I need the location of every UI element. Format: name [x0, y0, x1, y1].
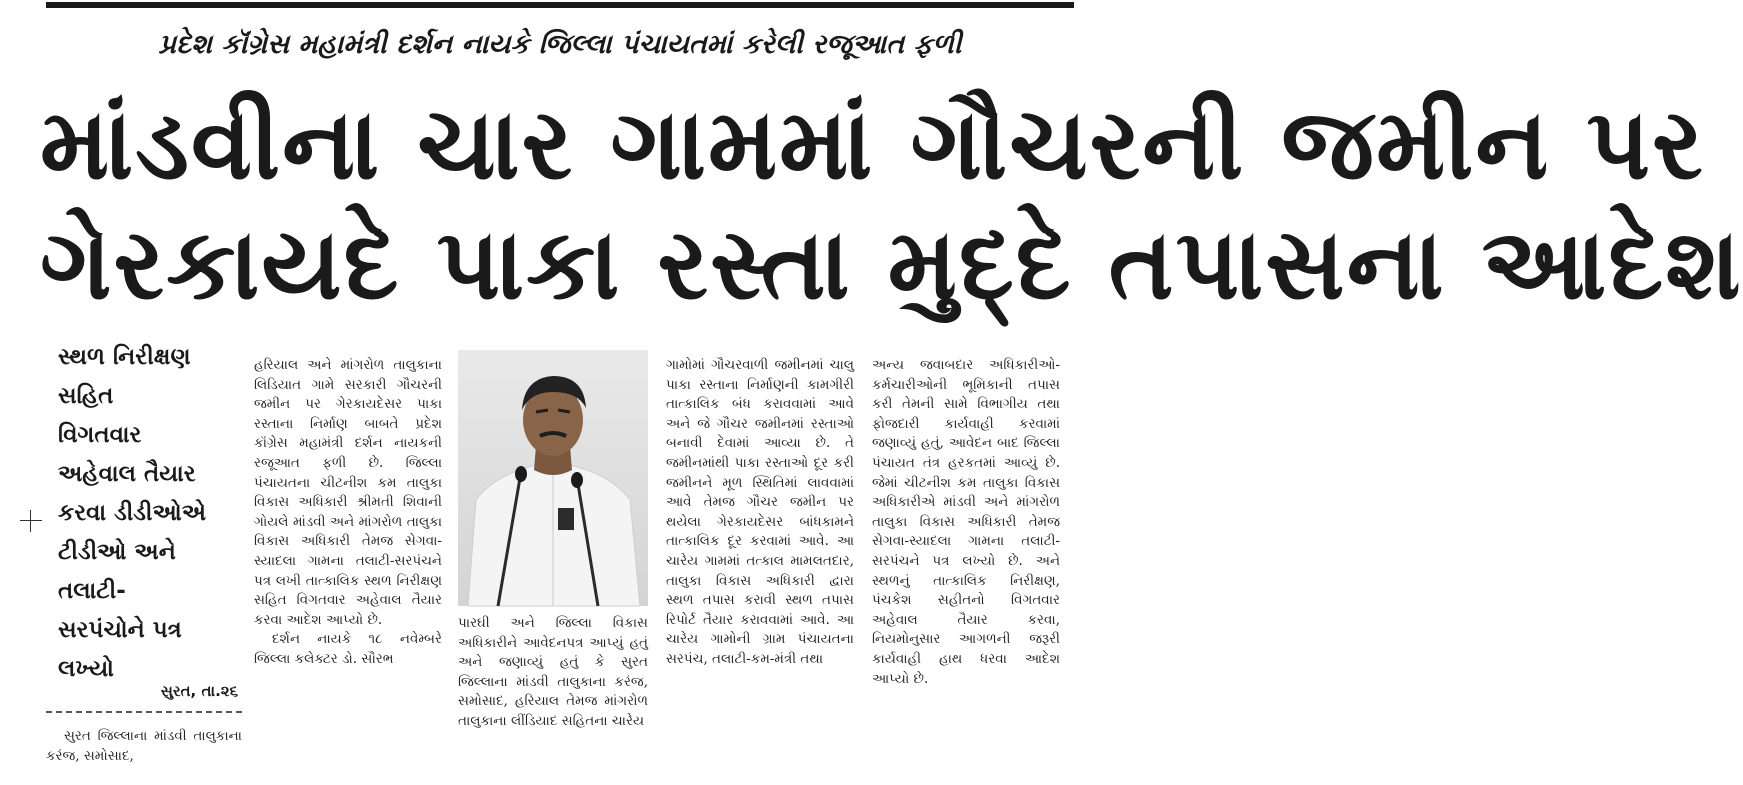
article-paragraph: ગામોમાં ગૌચરવાળી જમીનમાં ચાલુ પાકા રસ્તાના નિર્માણની કામગીરી તાત્કાલિક બંધ કરાવવામાં આવે અને જે ગૌચર જમીનમાં રસ્તાઓ બનાવી દેવામાં આવ્યા છે. તે જમીનમાંથી પાકા રસ્તાઓ દૂર કરી જમીનને મૂળ સ્થિતિમાં લાવવામાં આવે તેમજ ગૌચર જમીન પર થયેલા ગેરકાયદેસર બાંધકામને તાત્કાલિક દૂર કરવામાં આવે. આ ચારેય ગામમાં તત્કાલ મામલતદાર, તાલુકા વિકાસ અધિકારી દ્વારા સ્થળ તપાસ કરાવી સ્થળ તપાસ રિપોર્ટ તૈયાર કરાવવામાં આવે. આ ચારેય ગામોની ગ્રામ પંચાયતના સરપંચ, તલાટી-કમ-મંત્રી તથા: [666, 357, 854, 667]
registration-mark-icon: [20, 510, 42, 532]
top-rule: [46, 2, 1074, 8]
article-column-4: [666, 356, 854, 670]
dateline: સુરત, તા.૨૬: [160, 682, 238, 700]
highlight-line: તલાટી-: [58, 578, 126, 604]
highlight-line: સરપંચોને પત્ર: [58, 617, 182, 643]
dashed-divider: [46, 711, 242, 713]
highlight-line: અહેવાલ તૈયાર: [58, 461, 196, 487]
highlight-line: લખ્યો: [58, 656, 114, 682]
article-paragraph: સુરત જિલ્લાના માંડવી તાલુકાના કરંજ, સમોસાદ,: [46, 728, 242, 764]
article-column-2: [254, 356, 442, 670]
kicker-subheadline: પ્રદેશ કૉંગ્રેસ મહામંત્રી દર્શન નાયકે જિલ્લા પંચાયતમાં કરેલી રજૂઆત ફળી: [158, 29, 962, 60]
headline-line-2: ગેરકાયદે પાકા રસ્તા મુદ્દે તપાસના આદેશ: [40, 208, 1743, 322]
highlight-line: સ્થળ નિરીક્ષણ: [58, 344, 191, 370]
photo-illustration: [458, 350, 648, 606]
highlight-line: વિગતવાર: [58, 422, 142, 448]
highlight-line: સહિત: [58, 383, 114, 409]
article-column-3: [458, 614, 648, 732]
speaker-portrait-photo: [458, 350, 648, 606]
article-paragraph: હરિયાલ અને માંગરોળ તાલુકાના લિડિયાત ગામે સરકારી ગૌચરની જમીન પર ગેરકાયદેસર પાકા રસ્તાના નિર્માણ બાબતે પ્રદેશ કૉંગ્રેસ મહામંત્રી દર્શન નાયકની રજૂઆત ફળી છે. જિલ્લા પંચાયતના ચીટનીશ કમ તાલુકા વિકાસ અધિકારી શ્રીમતી શિવાની ગોયલે માંડવી અને માંગરોળ તાલુકા વિકાસ અધિકારી તેમજ સેગવા-સ્યાદલા ગામના તલાટી-સરપંચને પત્ર લખી તાત્કાલિક સ્થળ નિરીક્ષણ સહિત વિગતવાર અહેવાલ તૈયાર કરવા આદેશ આપ્યો છે.: [254, 357, 442, 628]
headline-line-1: માંડવીના ચાર ગામમાં ગૌચરની જમીન પર: [40, 88, 1705, 202]
article-paragraph: પારઘી અને જિલ્લા વિકાસ અધિકારીને આવેદનપત્ર આપ્યું હતું અને જણાવ્યું હતું કે સુરત જિલ્લાના માંડવી તાલુકાના કરંજ, સમોસાદ, હરિયાલ તેમજ માંગરોળ તાલુકાના લીંડિયાદ સહિતના ચારેય: [458, 615, 648, 729]
highlight-line: ટીડીઓ અને: [58, 539, 176, 565]
article-column-1: [46, 727, 242, 766]
highlights-box: [58, 338, 238, 689]
article-paragraph: દર્શન નાયકે ૧૮ નવેમ્બરે જિલ્લા કલેક્ટર ડો. સૌરભ: [254, 631, 442, 667]
article-column-5: [872, 356, 1060, 689]
highlight-line: કરવા ડીડીઓએ: [58, 500, 207, 526]
article-paragraph: અન્ય જવાબદાર અધિકારીઓ-કર્મચારીઓની ભૂમિકાની તપાસ કરી તેમની સામે વિભાગીય તથા ફોજદારી કાર્યવાહી કરવામાં જણાવ્યું હતું, આવેદન બાદ જિલ્લા પંચાયત તંત્ર હરકતમાં આવ્યું છે. જેમાં ચીટનીશ કમ તાલુકા વિકાસ અધિકારીએ માંડવી અને માંગરોળ તાલુકા વિકાસ અધિકારી તેમજ સેગવા-સ્યાદલા ગામના તલાટી-સરપંચને પત્ર લખ્યો છે. અને સ્થળનું તાત્કાલિક નિરીક્ષણ, પંચકેશ સહીતનો વિગતવાર અહેવાલ તૈયાર કરવા, નિયમોનુસાર આગળની જરૂરી કાર્યવાહી હાથ ધરવા આદેશ આપ્યો છે.: [872, 357, 1060, 687]
